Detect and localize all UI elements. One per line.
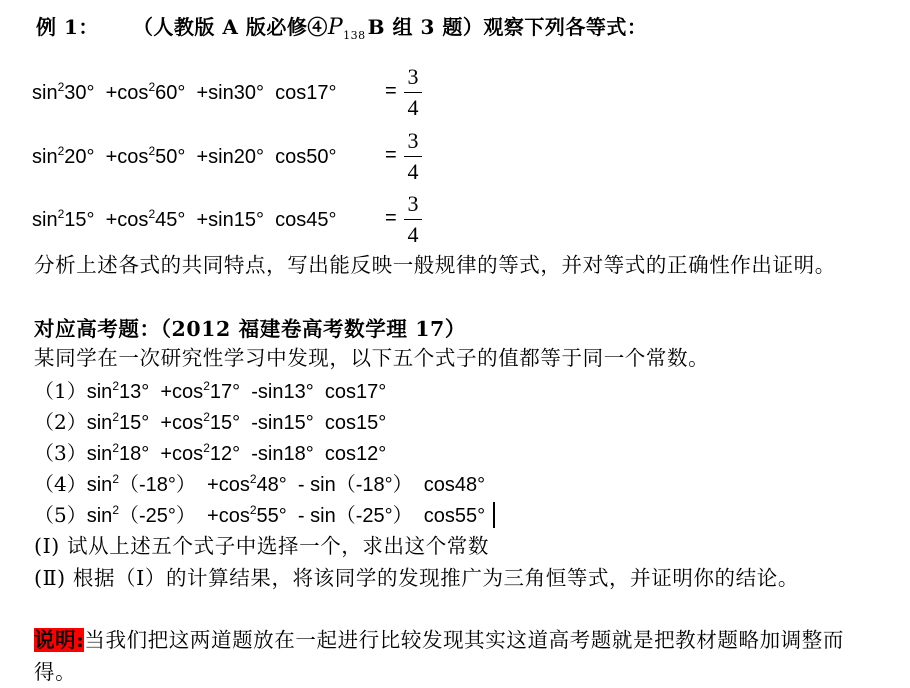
eq3-equals: = bbox=[385, 207, 397, 229]
eq1-prod-b: cos17° bbox=[275, 82, 337, 104]
eq2-equals: = bbox=[385, 144, 397, 166]
page-number: 138 bbox=[343, 29, 366, 42]
formula-item-1: $(1)\sin^213^\circ +\cos^217^\circ$ -sin13° cos17° bbox=[34, 379, 387, 403]
eq2-numerator: 3 bbox=[407, 128, 419, 153]
eq2-denominator: 4 bbox=[407, 159, 419, 184]
eq2-sin-arg: 20° bbox=[64, 146, 95, 168]
eq2-prod-a: +sin20° bbox=[196, 146, 264, 168]
note-label: 说明: bbox=[34, 628, 85, 652]
eq3-numerator: 3 bbox=[407, 191, 419, 216]
item1-num: （1） bbox=[34, 379, 87, 403]
document-page: 例 1： （人教版 A 版必修$④P_{138}$ B 组 3 题）观察下列各等式： $\sin^230^\circ +\cos^260^\circ +\sin 30^\circ$ cos17° = 3 4 $\sin^220^\circ +\cos^250^\circ +\sin 20^\circ$ cos50° = 3 4 $\sin^215^\circ +\cos^245^\circ +\sin 15^\circ$ cos45° = 3 4 分析上述各式的共同特点，写出能反映一般规律的等式，并对等式的正确性作出证明。 对应高考题：（2012 福建卷高考数学理 17） 某同学在一次研究性学习中发现，以下五个式子的值都等于同一个常数。 $(1)\sin^213^\circ +\cos^217^\circ$ -sin13° cos17° $(2)\sin^215^\circ +\cos^215^\circ$ -sin15° cos15° $(3)\sin^218^\circ +\cos^212^\circ$ -sin18° cos12° $(4)\sin^2(-18^\circ) +\cos^248^\circ - \sin(-18^\circ)$ cos48° $(5)\sin^2(-25^\circ) +\cos^255^\circ - \sin(-25^\circ)$ cos55° (Ⅰ) 试从上述五个式子中选择一个，求出这个常数 (Ⅱ) 根据（Ⅰ）的计算结果，将该同学的发现推广为三角恒等式，并证明你的结论。 说明:当我们把这两道题放在一起进行比较发现其实这道高考题就是把教材题略加调整而得。 bbox=[0, 0, 910, 685]
eq3-sin-arg: 15° bbox=[64, 209, 95, 231]
formula-item-5: $(5)\sin^2(-25^\circ) +\cos^255^\circ - \sin(-25^\circ)$ cos55° bbox=[34, 499, 495, 528]
question-1: (Ⅰ) 试从上述五个式子中选择一个，求出这个常数 bbox=[34, 534, 490, 558]
eq1-fraction bbox=[403, 63, 423, 121]
item3-num: （3） bbox=[34, 441, 87, 465]
example-source-open: （人教版 A 版必修④ bbox=[132, 15, 328, 39]
eq2-prod-b: cos50° bbox=[275, 146, 337, 168]
intro-text: 某同学在一次研究性学习中发现，以下五个式子的值都等于同一个常数。 bbox=[34, 346, 710, 370]
item4-num: （4） bbox=[34, 472, 87, 496]
eq2-fraction bbox=[403, 127, 423, 185]
eq1-prod-a: +sin30° bbox=[196, 82, 264, 104]
note-text: 当我们把这两道题放在一起进行比较发现其实这道高考题就是把教材题略加调整而得。 bbox=[34, 628, 844, 684]
example-title bbox=[36, 11, 647, 42]
formula-item-3: $(3)\sin^218^\circ +\cos^212^\circ$ -sin18° cos12° bbox=[34, 441, 387, 465]
eq1-sin-arg: 30° bbox=[64, 82, 95, 104]
exam-heading bbox=[34, 313, 874, 345]
eq3-denominator: 4 bbox=[407, 222, 419, 247]
eq1-cos-arg: 60° bbox=[155, 82, 186, 104]
eq1-denominator: 4 bbox=[407, 95, 419, 120]
formula-item-2: $(2)\sin^215^\circ +\cos^215^\circ$ -sin15° cos15° bbox=[34, 410, 387, 434]
eq1-equals: = bbox=[385, 80, 397, 102]
item2-num: （2） bbox=[34, 410, 87, 434]
eq3-fraction bbox=[403, 190, 423, 248]
eq3-cos-arg: 45° bbox=[155, 209, 186, 231]
eq3-prod-a: +sin15° bbox=[196, 209, 264, 231]
eq2-cos-arg: 50° bbox=[155, 146, 186, 168]
note-paragraph bbox=[34, 624, 874, 688]
formula-item-4: $(4)\sin^2(-18^\circ) +\cos^248^\circ - \sin(-18^\circ)$ cos48° bbox=[34, 472, 486, 496]
text-cursor bbox=[493, 502, 495, 528]
eq3-prod-b: cos45° bbox=[275, 209, 337, 231]
page-letter: P bbox=[327, 15, 344, 40]
eq1-numerator: 3 bbox=[407, 64, 419, 89]
example-label: 例 1： bbox=[36, 15, 99, 39]
question-2: (Ⅱ) 根据（Ⅰ）的计算结果，将该同学的发现推广为三角恒等式，并证明你的结论。 bbox=[34, 566, 799, 590]
exam-label: 对应高考题： bbox=[34, 317, 161, 341]
item5-num: （5） bbox=[34, 503, 87, 527]
analysis-text: 分析上述各式的共同特点，写出能反映一般规律的等式，并对等式的正确性作出证明。 bbox=[34, 253, 836, 277]
example-source-close: B 组 3 题）观察下列各等式： bbox=[367, 15, 648, 39]
exam-source: （2012 福建卷高考数学理 17） bbox=[160, 317, 467, 341]
